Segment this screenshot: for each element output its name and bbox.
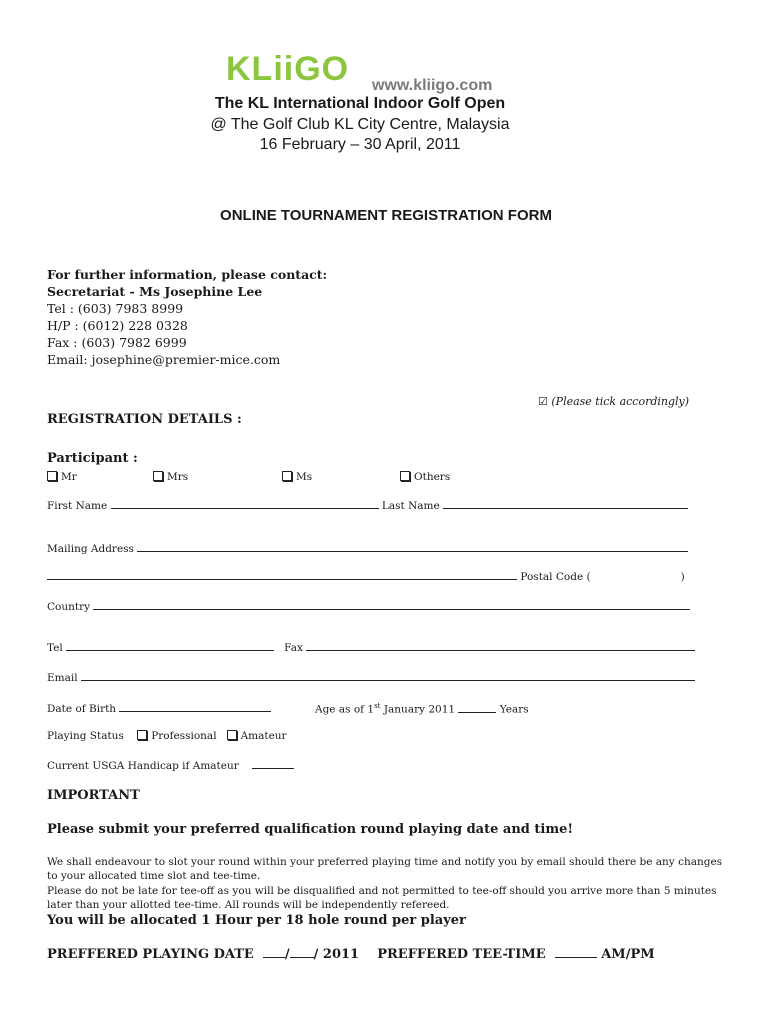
preferred-row: PREFFERED PLAYING DATE / / 2011 PREFFERED TEE-TIME AM/PM (47, 947, 655, 962)
checkbox-icon[interactable] (282, 471, 292, 481)
important-heading: IMPORTANT (47, 788, 140, 803)
preferred-time-field[interactable] (555, 948, 597, 958)
checked-box-icon: ☑ (538, 395, 548, 408)
last-name-field[interactable] (443, 499, 688, 509)
country-field[interactable] (93, 600, 690, 610)
playing-status-row: Playing Status Professional Amateur (47, 730, 287, 742)
status-option-amateur[interactable]: Amateur (227, 730, 287, 742)
event-dates: 16 February – 30 April, 2011 (259, 136, 461, 153)
event-title: The KL International Indoor Golf Open (214, 95, 506, 112)
checkbox-icon[interactable] (227, 730, 237, 740)
form-title: ONLINE TOURNAMENT REGISTRATION FORM (220, 207, 552, 224)
country-row: Country (47, 600, 690, 613)
age-field[interactable] (458, 703, 496, 713)
address-line-2-row: Postal Code ( ) (47, 570, 685, 583)
contact-secretariat: Secretariat - Ms Josephine Lee (47, 284, 263, 299)
late-policy-paragraph: Please do not be late for tee-off as you will be disqualified and not permitted to tee-off should you arrive more than 5 minutes later than your allotted tee-time. All rounds will be independently refereed. (47, 885, 717, 911)
mailing-address-row: Mailing Address (47, 542, 688, 555)
event-venue: @ The Golf Club KL City Centre, Malaysia (210, 116, 510, 133)
submit-note: Please submit your preferred qualification round playing date and time! (47, 822, 574, 837)
contact-block (47, 266, 327, 368)
title-option-ms[interactable]: Ms (282, 471, 312, 483)
email-field[interactable] (81, 671, 695, 681)
age-row: Age as of 1st January 2011 Years (315, 702, 529, 716)
email-row: Email (47, 671, 695, 684)
dob-field[interactable] (119, 702, 271, 712)
allocation-note: You will be allocated 1 Hour per 18 hole round per player (47, 913, 466, 928)
notification-paragraph: We shall endeavour to slot your round within your preferred playing time and notify you by email should there be any changes to your allocated time slot and tee-time. (47, 856, 723, 882)
checkbox-icon[interactable] (153, 471, 163, 481)
checkbox-icon[interactable] (400, 471, 410, 481)
mailing-address-field[interactable] (137, 542, 688, 552)
first-name-row: First Name Last Name (47, 499, 688, 512)
dob-row: Date of Birth (47, 702, 271, 715)
contact-tel: Tel : (603) 7983 8999 (47, 301, 184, 316)
title-option-mrs[interactable]: Mrs (153, 471, 188, 483)
tel-field[interactable] (66, 641, 274, 651)
tick-note: ☑ (Please tick accordingly) (538, 395, 690, 408)
status-option-professional[interactable]: Professional (137, 730, 216, 742)
preferred-day-field[interactable] (263, 948, 285, 958)
checkbox-icon[interactable] (47, 471, 57, 481)
registration-heading: REGISTRATION DETAILS : (47, 412, 242, 427)
preferred-month-field[interactable] (290, 948, 314, 958)
first-name-field[interactable] (111, 499, 379, 509)
contact-fax: Fax : (603) 7982 6999 (47, 335, 187, 350)
tel-fax-row: Tel Fax (47, 641, 695, 654)
title-option-others[interactable]: Others (400, 471, 450, 483)
contact-email[interactable]: Email: josephine@premier-mice.com (47, 352, 281, 367)
handicap-field[interactable] (252, 759, 294, 769)
kliigo-logo: KLiiGO (226, 50, 350, 88)
handicap-row: Current USGA Handicap if Amateur (47, 759, 294, 772)
checkbox-icon[interactable] (137, 730, 147, 740)
website-url[interactable]: www.kliigo.com (372, 77, 493, 94)
fax-field[interactable] (306, 641, 695, 651)
contact-hp: H/P : (6012) 228 0328 (47, 318, 188, 333)
participant-heading: Participant : (47, 451, 138, 466)
title-option-mr[interactable]: Mr (47, 471, 77, 483)
contact-heading: For further information, please contact: (47, 267, 328, 282)
address-line-2-field[interactable] (47, 570, 517, 580)
